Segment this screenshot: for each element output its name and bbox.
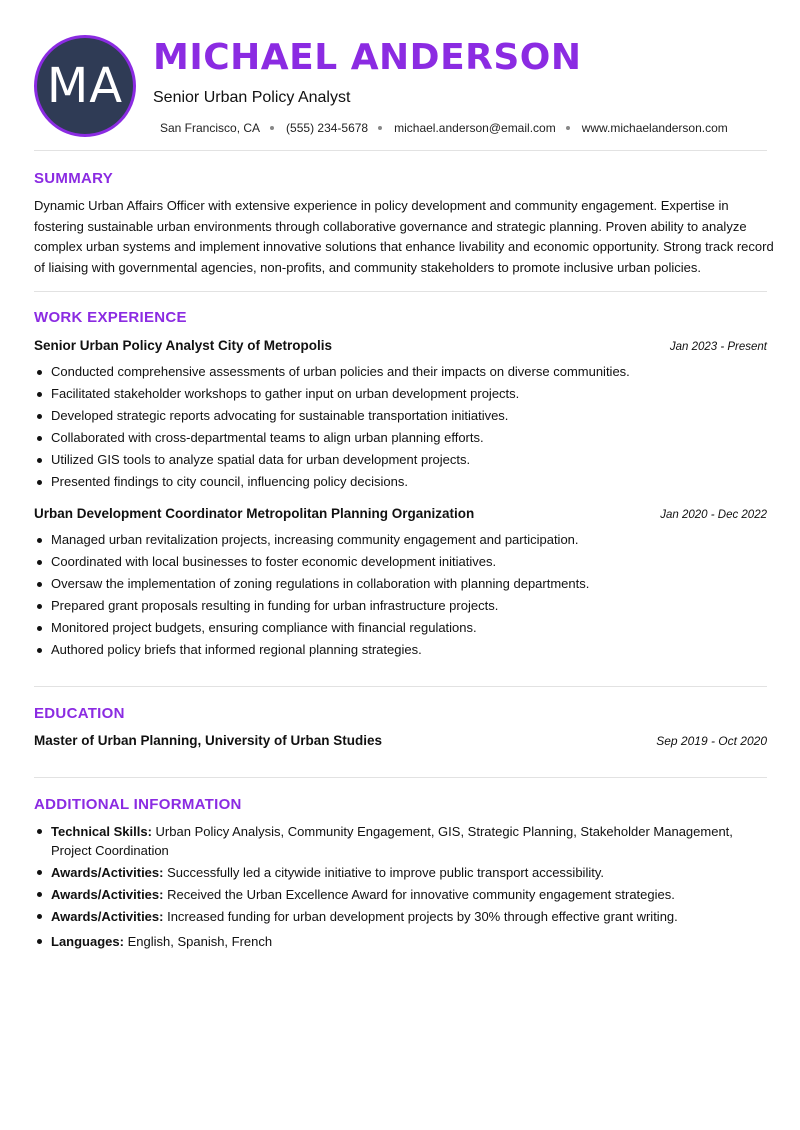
list-item: Monitored project budgets, ensuring compliance with financial regulations. xyxy=(34,617,767,639)
avatar-initials: MA xyxy=(46,58,124,114)
education-entry xyxy=(34,733,767,748)
divider xyxy=(34,291,767,292)
list-item: Authored policy briefs that informed regional planning strategies. xyxy=(34,639,767,661)
list-item: Collaborated with cross-departmental teams to align urban planning efforts. xyxy=(34,427,767,449)
list-item: Utilized GIS tools to analyze spatial data for urban development projects. xyxy=(34,449,767,471)
item-text: Urban Policy Analysis, Community Engagement, GIS, Strategic Planning, Stakeholder Management, Project Coordination xyxy=(51,824,733,858)
job-header xyxy=(34,506,767,521)
item-text: Successfully led a citywide initiative to improve public transport accessibility. xyxy=(167,865,604,880)
divider xyxy=(34,686,767,687)
additional-heading: ADDITIONAL INFORMATION xyxy=(34,796,242,813)
list-item xyxy=(34,863,767,882)
list-item: Presented findings to city council, influencing policy decisions. xyxy=(34,471,767,493)
separator-dot xyxy=(566,126,570,130)
job-role: Senior Urban Policy Analyst City of Metropolis xyxy=(34,338,333,353)
item-label: Awards/Activities: xyxy=(51,909,164,924)
candidate-title: Senior Urban Policy Analyst xyxy=(153,89,351,106)
candidate-name: MICHAEL ANDERSON xyxy=(153,37,582,78)
summary-heading: SUMMARY xyxy=(34,170,114,187)
list-item: Conducted comprehensive assessments of urban policies and their impacts on diverse communities. xyxy=(34,361,767,383)
avatar xyxy=(34,35,136,137)
contact-location: San Francisco, CA xyxy=(160,121,261,135)
job-role: Urban Development Coordinator Metropolitan Planning Organization xyxy=(34,506,475,521)
education-heading: EDUCATION xyxy=(34,705,125,722)
list-item: Developed strategic reports advocating for sustainable transportation initiatives. xyxy=(34,405,767,427)
contact-phone[interactable]: (555) 234-5678 xyxy=(286,121,369,135)
list-item: Coordinated with local businesses to foster economic development initiatives. xyxy=(34,551,767,573)
job-bullets xyxy=(34,361,767,493)
list-item xyxy=(34,885,767,904)
item-label: Technical Skills: xyxy=(51,824,152,839)
list-item xyxy=(34,907,767,926)
divider xyxy=(34,777,767,778)
list-item xyxy=(34,822,767,860)
experience-heading: WORK EXPERIENCE xyxy=(34,309,187,326)
contact-email[interactable]: michael.anderson@email.com xyxy=(394,121,556,135)
separator-dot xyxy=(270,126,274,130)
divider xyxy=(34,150,767,151)
list-item: Oversaw the implementation of zoning regulations in collaboration with planning departments. xyxy=(34,573,767,595)
list-item: Facilitated stakeholder workshops to gather input on urban development projects. xyxy=(34,383,767,405)
contact-bar xyxy=(160,121,728,135)
item-label: Languages: xyxy=(51,934,124,949)
job-bullets xyxy=(34,529,767,661)
job-header xyxy=(34,338,767,353)
item-label: Awards/Activities: xyxy=(51,865,164,880)
education-dates: Sep 2019 - Oct 2020 xyxy=(656,734,767,748)
additional-list xyxy=(34,822,767,954)
list-item xyxy=(34,932,767,951)
list-item: Prepared grant proposals resulting in funding for urban infrastructure projects. xyxy=(34,595,767,617)
item-text: English, Spanish, French xyxy=(127,934,273,949)
job-dates: Jan 2023 - Present xyxy=(669,341,767,353)
education-degree: Master of Urban Planning, University of Urban Studies xyxy=(34,733,383,748)
list-item: Managed urban revitalization projects, increasing community engagement and participation. xyxy=(34,529,767,551)
separator-dot xyxy=(378,126,382,130)
item-text: Increased funding for urban development projects by 30% through effective grant writing. xyxy=(167,909,678,924)
item-label: Awards/Activities: xyxy=(51,887,164,902)
item-text: Received the Urban Excellence Award for innovative community engagement strategies. xyxy=(167,887,675,902)
job-dates: Jan 2020 - Dec 2022 xyxy=(660,509,767,521)
summary-text: Dynamic Urban Affairs Officer with extensive experience in policy development and community engagement. Expertise in fostering sustainable urban environments through collaborative governance and strategic planning. Proven ability to analyze complex urban systems and implement innovative solutions that enhance livability and economic opportunity. Strong track record of liaising with governmental agencies, non-profits, and community stakeholders to promote inclusive urban policies. xyxy=(34,198,774,275)
contact-website[interactable]: www.michaelanderson.com xyxy=(581,121,728,135)
